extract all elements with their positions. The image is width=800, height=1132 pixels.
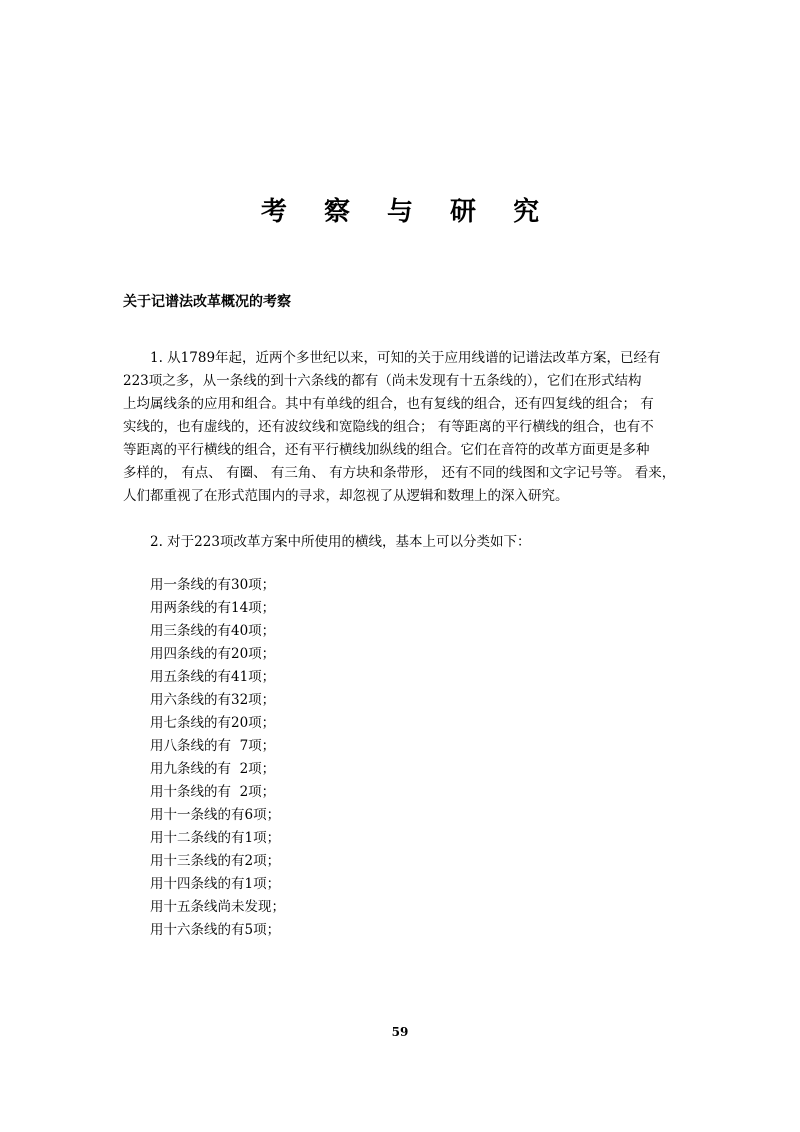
- list-item: 用十四条线的有1项；: [150, 876, 281, 892]
- paragraph-1-line: 1. 从1789年起，近两个多世纪以来，可知的关于应用线谱的记谱法改革方案，已经有: [150, 350, 661, 366]
- list-item: 用十条线的有 2项；: [150, 784, 276, 800]
- section-heading: 关于记谱法改革概况的考察: [123, 294, 291, 310]
- list-item: 用九条线的有 2项；: [150, 761, 276, 777]
- paragraph-1-line: 上均属线条的应用和组合。其中有单线的组合，也有复线的组合，还有四复线的组合； 有: [123, 396, 654, 412]
- list-item: 用八条线的有 7项；: [150, 738, 276, 754]
- list-item: 用两条线的有14项；: [150, 600, 276, 616]
- list-item: 用十二条线的有1项；: [150, 830, 281, 846]
- list-item: 用六条线的有32项；: [150, 692, 276, 708]
- paragraph-1-line: 实线的，也有虚线的，还有波纹线和宽隐线的组合； 有等距离的平行横线的组合，也有不: [123, 419, 654, 435]
- list-item: 用十三条线的有2项；: [150, 853, 281, 869]
- list-item: 用十五条线尚未发现；: [150, 899, 285, 915]
- list-item: 用十六条线的有5项；: [150, 922, 281, 938]
- list-item: 用三条线的有40项；: [150, 623, 276, 639]
- list-item: 用四条线的有20项；: [150, 646, 276, 662]
- paragraph-2: 2. 对于223项改革方案中所使用的横线，基本上可以分类如下：: [150, 534, 531, 550]
- paragraph-1: [123, 347, 689, 508]
- list-item: 用七条线的有20项；: [150, 715, 276, 731]
- line-count-list: [150, 574, 285, 942]
- paragraph-1-line: 人们都重视了在形式范围内的寻求，却忽视了从逻辑和数理上的深入研究。: [123, 488, 569, 504]
- page-title: 考 察 与 研 究: [260, 197, 554, 227]
- list-item: 用一条线的有30项；: [150, 577, 276, 593]
- page-number: 59: [391, 1025, 409, 1039]
- paragraph-1-line: 多样的， 有点、 有圈、 有三角、 有方块和条带形， 还有不同的线图和文字记号等。 看来，: [123, 465, 676, 481]
- list-item: 用十一条线的有6项；: [150, 807, 281, 823]
- paragraph-1-line: 223项之多，从一条线的到十六条线的都有（尚未发现有十五条线的），它们在形式结构: [123, 373, 642, 389]
- list-item: 用五条线的有41项；: [150, 669, 276, 685]
- paragraph-1-line: 等距离的平行横线的组合，还有平行横线加纵线的组合。它们在音符的改革方面更是多种: [123, 442, 650, 458]
